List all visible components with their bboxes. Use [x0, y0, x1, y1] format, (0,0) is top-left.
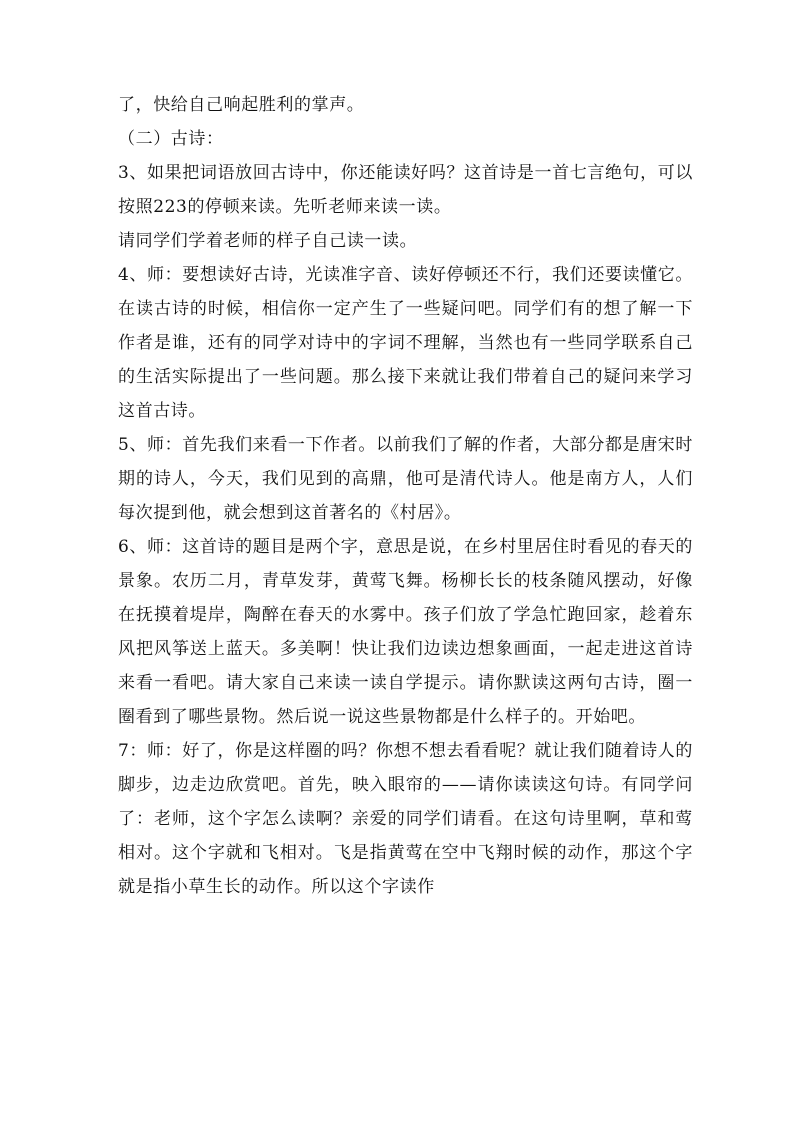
document-body	[118, 88, 693, 904]
paragraph-4: 4、师：要想读好古诗，光读准字音、读好停顿还不行，我们还要读懂它。在读古诗的时候，相信你一定产生了一些疑问吧。同学们有的想了解一下作者是谁，还有的同学对诗中的字词不理解，当然也有一些同学联系自己的生活实际提出了一些问题。那么接下来就让我们带着自己的疑问来学习这首古诗。	[118, 265, 693, 421]
paragraph-3-followup: 请同学们学着老师的样子自己读一读。	[118, 231, 418, 251]
section-heading-poem: （二）古诗：	[118, 129, 224, 149]
paragraph-5: 5、师：首先我们来看一下作者。以前我们了解的作者，大部分都是唐宋时期的诗人，今天，我们见到的高鼎，他可是清代诗人。他是南方人，人们每次提到他，就会想到这首著名的《村居》。	[118, 435, 693, 523]
paragraph-6: 6、师：这首诗的题目是两个字，意思是说，在乡村里居住时看见的春天的景象。农历二月，青草发芽，黄莺飞舞。杨柳长长的枝条随风摆动，好像在抚摸着堤岸，陶醉在春天的水雾中。孩子们放了学急忙跑回家，趁着东风把风筝送上蓝天。多美啊！快让我们边读边想象画面，一起走进这首诗来看一看吧。请大家自己来读一读自学提示。请你默读这两句古诗，圈一圈看到了哪些景物。然后说一说这些景物都是什么样子的。开始吧。	[118, 537, 693, 727]
paragraph-continuation: 了，快给自己响起胜利的掌声。	[118, 95, 365, 115]
paragraph-7: 7：师：好了，你是这样圈的吗？你想不想去看看呢？就让我们随着诗人的脚步，边走边欣赏吧。首先，映入眼帘的——请你读读这句诗。有同学问了：老师，这个字怎么读啊？亲爱的同学们请看。在这句诗里啊，草和莺相对。这个字就和飞相对。飞是指黄莺在空中飞翔时候的动作，那这个字就是指小草生长的动作。所以这个字读作	[118, 741, 693, 897]
paragraph-3: 3、如果把词语放回古诗中，你还能读好吗？这首诗是一首七言绝句，可以按照223的停顿来读。先听老师来读一读。	[118, 163, 693, 217]
